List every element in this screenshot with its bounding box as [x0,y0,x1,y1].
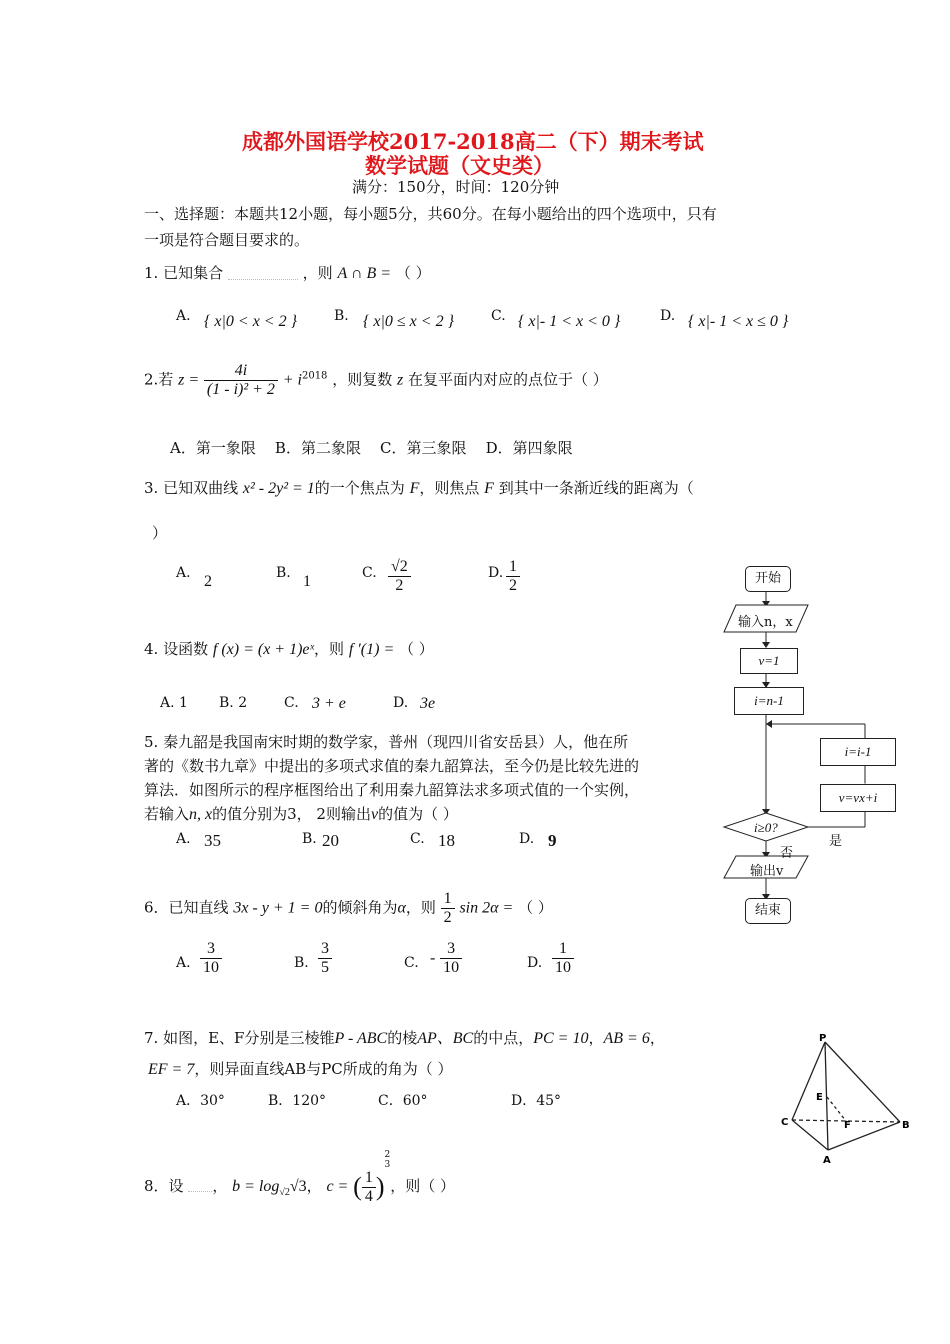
q6-option-d[interactable]: D. [527,955,543,971]
tetra-label-B: B [902,1120,910,1131]
q3-close: ） [152,524,168,542]
section-intro-1: 一、选择题：本题共12小题，每小题5分，共60分。在每小题给出的四个选项中，只有 [144,205,717,223]
q2-option-d[interactable]: D．第四象限 [485,439,573,457]
q2-prefix: 2.若 [144,370,174,389]
tetra-label-F: F [844,1120,851,1131]
q1-option-d-set: { x|- 1 < x ≤ 0 } [688,313,789,330]
q2-options [170,437,573,458]
q3-option-c[interactable]: C. [362,565,377,581]
q6-option-c[interactable]: C. [404,955,419,971]
q1-expr: A ∩ B = [337,265,392,282]
q5-line-1: 5. 秦九韶是我国南宋时期的数学家，普州（现四川省安岳县）人，他在所 [144,733,629,751]
q4-mid: ，则 [314,640,345,658]
q1-option-a[interactable]: A. [176,308,191,324]
q2-fraction: $\frac{4i}{\text{(1 - i)² + 2}}$ [204,362,278,399]
a-definition-image-icon [188,1183,212,1192]
question-4 [144,638,434,659]
q2-option-b[interactable]: B．第二象限 [274,439,361,457]
q3-option-a-val: 2 [204,573,212,590]
page-title: 成都外国语学校2017-2018高二（下）期末考试 [242,129,704,154]
q5-line-4: 若输入n, x的值分别为3， 2则输出v的值为（ ） [144,805,458,823]
tetra-label-P: P [819,1033,827,1044]
q6-option-b[interactable]: B. [294,955,309,971]
score-time: 满分：150分，时间：120分钟 [352,178,560,196]
q7-option-b[interactable]: B．120° [268,1093,327,1109]
q2-tail: + i [282,371,302,389]
flowchart-output: 输出v [750,864,784,879]
q6-option-a[interactable]: A. [176,955,191,971]
q3-option-c-frac: $\frac{√2}{2}$ [388,558,411,595]
q3-F2: F [484,480,494,497]
flowchart-yes: 是 [829,834,843,849]
tetra-label-A: A [823,1155,831,1166]
q4-prefix: 4. 设函数 [144,640,209,658]
q3-tail: 到其中一条渐近线的距离为（ [498,479,694,497]
q5-option-b-val: 20 [322,831,339,850]
q5-option-c-val: 18 [438,831,455,850]
q1-prefix: 1. 已知集合 [144,264,224,282]
section-intro-2: 一项是符合题目要求的。 [144,231,310,249]
flowchart-init-i: i=n-1 [734,687,804,715]
tetra-label-E: E [816,1092,823,1103]
q1-option-a-set: { x|0 < x < 2 } [204,313,297,330]
q7-line-2: EF = 7，则异面直线AB与PC所成的角为（ ） [148,1060,453,1078]
q6-option-b-frac: $\frac{3}{5}$ [318,940,332,977]
flowchart-update-v: v=vx+i [820,784,896,812]
q5-option-a[interactable]: A. [176,831,191,847]
flowchart-init-v: v=1 [740,648,798,674]
q4-option-d[interactable]: D. [393,695,409,711]
q4-option-d-val: 3e [420,695,436,712]
q4-option-b[interactable]: B. 2 [219,695,248,711]
q5-option-a-val: 35 [204,831,221,850]
flowchart-start: 开始 [745,566,791,592]
q5-option-d[interactable]: D. [519,831,535,847]
q3-option-b[interactable]: B. [276,565,291,581]
q3-option-d-frac: $\frac{1}{2}$ [506,558,520,595]
q1-option-c-set: { x|- 1 < x < 0 } [518,313,621,330]
set-image-icon [228,269,298,280]
flowchart-dec-i: i=i-1 [820,738,896,766]
q4-option-a[interactable]: A. 1 [160,695,188,711]
q7-option-a[interactable]: A．30° [176,1093,225,1109]
q2-option-a[interactable]: A．第一象限 [170,439,256,457]
q3-prefix: 3. 已知双曲线 [144,479,239,497]
question-1 [144,262,431,283]
q4-deriv: f ′(1) = [348,641,395,658]
tetra-label-C: C [781,1117,789,1128]
page-subtitle: 数学试题（文史类） [365,153,554,178]
q7-line-1: 7. 如图，E、F分别是三棱锥P - ABC的棱AP、BC的中点，PC = 10，AB = 6， [144,1029,665,1047]
question-6: 6．已知直线 3x - y + 1 = 0的倾斜角为α，则 $\frac{1}{2}$ sin 2α = （ ） [144,890,553,926]
q2-exp: 2018 [301,370,328,382]
q1-option-d[interactable]: D. [660,308,676,324]
q1-suffix: ，则 [302,264,333,282]
tetrahedron-figure [770,1030,920,1170]
question-2 [144,362,608,399]
q4-func: f (x) = (x + 1)eˣ [212,641,315,658]
q5-option-d-val: 9 [548,831,557,850]
flowchart-cond: i≥0? [754,820,778,835]
question-3 [144,477,694,498]
q3-F: F [409,480,420,497]
q3-option-b-val: 1 [303,573,311,590]
q1-option-b[interactable]: B. [334,308,349,324]
q5-option-b[interactable]: B. [302,831,317,847]
q4-option-c-val: 3 + e [312,695,346,712]
q1-option-c[interactable]: C. [491,308,506,324]
q2-zvar: z [397,371,404,389]
q2-text: ，则复数 [332,370,393,389]
q3-mid2: ，则焦点 [419,479,480,497]
q2-text2: 在复平面内对应的点位于（ ） [408,370,608,389]
q1-blank: （ ） [395,264,431,282]
q5-line-3: 算法．如图所示的程序框图给出了利用秦九韶算法求多项式值的一个实例， [144,781,640,799]
q2-z: z = [178,371,200,389]
flowchart-end: 结束 [745,898,791,924]
q5-option-c[interactable]: C. [410,831,425,847]
q6-option-d-frac: $\frac{1}{10}$ [552,940,574,977]
flowchart-no: 否 [780,846,794,861]
q7-option-d[interactable]: D．45° [511,1093,562,1109]
q3-option-d[interactable]: D. [488,565,504,581]
q3-eq: x² - 2y² = 1 [242,480,315,497]
flowchart-input: 输入n，x [738,615,793,630]
q7-option-c[interactable]: C．60° [378,1093,428,1109]
q6-option-c-frac: - $\frac{3}{10}$ [430,940,462,977]
q2-option-c[interactable]: C．第三象限 [380,439,467,457]
q1-option-b-set: { x|0 ≤ x < 2 } [363,313,454,330]
q3-option-a[interactable]: A. [176,565,191,581]
question-8: 8．设 ， $b = \log_{√2}√3$， c = ( $\frac{1}{4}$ ) $^{2 3}$ ，则（ ） [144,1150,455,1205]
q6-option-a-frac: $\frac{3}{10}$ [200,940,222,977]
q4-option-c[interactable]: C. [284,695,299,711]
q5-line-2: 著的《数书九章》中提出的多项式求值的秦九韶算法，至今仍是比较先进的 [144,757,640,775]
q3-mid: 的一个焦点为 [314,479,405,497]
q4-blank: （ ） [399,640,434,658]
